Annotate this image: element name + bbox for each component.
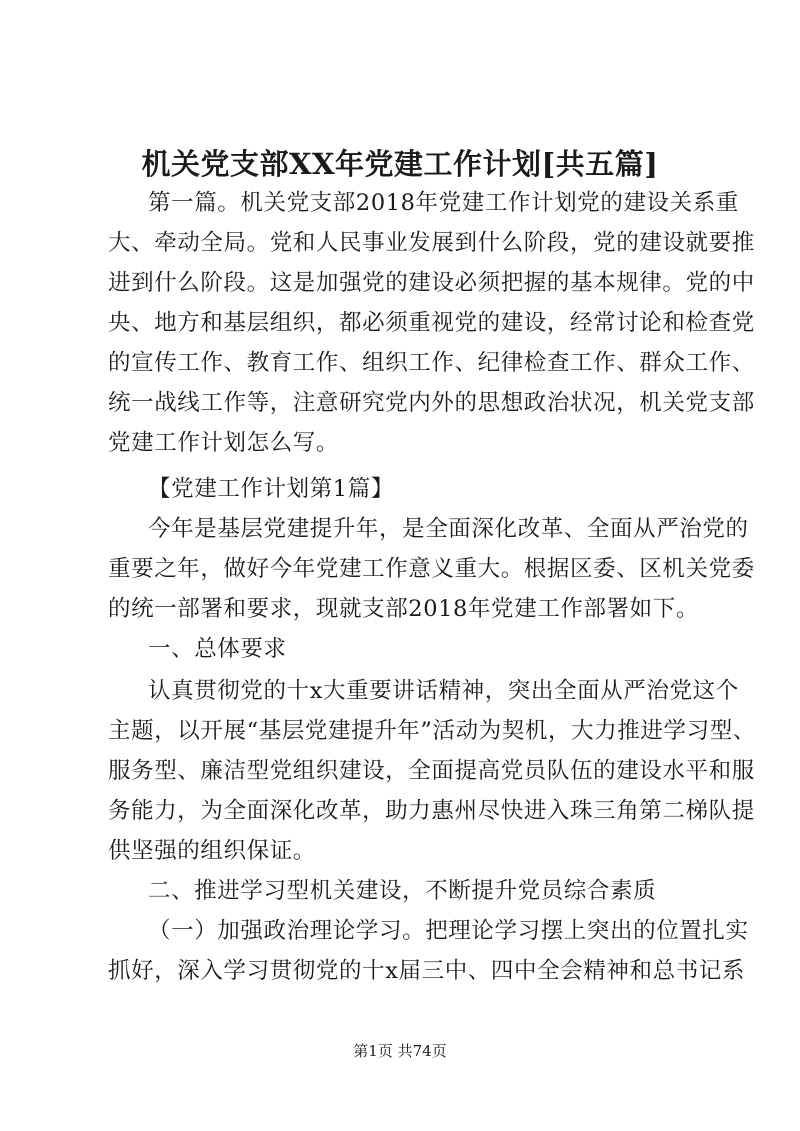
document-title: 机关党支部XX年党建工作计划[共五篇]: [141, 147, 659, 181]
paragraph-line: （一）加强政治理论学习。把理论学习摆上突出的位置扎实: [148, 918, 749, 944]
paragraph-line: 的统一部署和要求，现就支部2018年党建工作部署如下。: [108, 596, 699, 622]
paragraph-line: 服务型、廉洁型党组织建设，全面提高党员队伍的建设水平和服: [108, 758, 755, 784]
paragraph-line: 央、地方和基层组织，都必须重视党的建设，经常讨论和检查党: [108, 310, 755, 336]
paragraph-line: 供坚强的组织保证。: [108, 838, 316, 864]
section-heading: 【党建工作计划第1篇】: [148, 476, 394, 502]
paragraph-line: 主题，以开展“基层党建提升年”活动为契机，大力推进学习型、: [108, 718, 756, 744]
section-heading: 二、推进学习型机关建设，不断提升党员综合素质: [148, 878, 657, 904]
paragraph-line: 的宣传工作、教育工作、组织工作、纪律检查工作、群众工作、: [108, 350, 755, 376]
paragraph-line: 务能力，为全面深化改革，助力惠州尽快进入珠三角第二梯队提: [108, 798, 755, 824]
paragraph-line: 认真贯彻党的十x大重要讲话精神，突出全面从严治党这个: [148, 678, 739, 704]
paragraph-line: 抓好，深入学习贯彻党的十x届三中、四中全会精神和总书记系: [108, 958, 745, 984]
paragraph-line: 重要之年，做好今年党建工作意义重大。根据区委、区机关党委: [108, 556, 755, 582]
paragraph-line: 党建工作计划怎么写。: [108, 430, 340, 456]
paragraph-line: 进到什么阶段。这是加强党的建设必须把握的基本规律。党的中: [108, 270, 755, 296]
page-footer: 第1页 共74页: [353, 1042, 447, 1060]
paragraph-line: 今年是基层党建提升年，是全面深化改革、全面从严治党的: [148, 516, 749, 542]
paragraph-line: 统一战线工作等，注意研究党内外的思想政治状况，机关党支部: [108, 390, 755, 416]
section-heading: 一、总体要求: [148, 636, 287, 662]
paragraph-line: 大、牵动全局。党和人民事业发展到什么阶段，党的建设就要推: [108, 230, 755, 256]
paragraph-line: 第一篇。机关党支部2018年党建工作计划党的建设关系重: [148, 190, 739, 216]
